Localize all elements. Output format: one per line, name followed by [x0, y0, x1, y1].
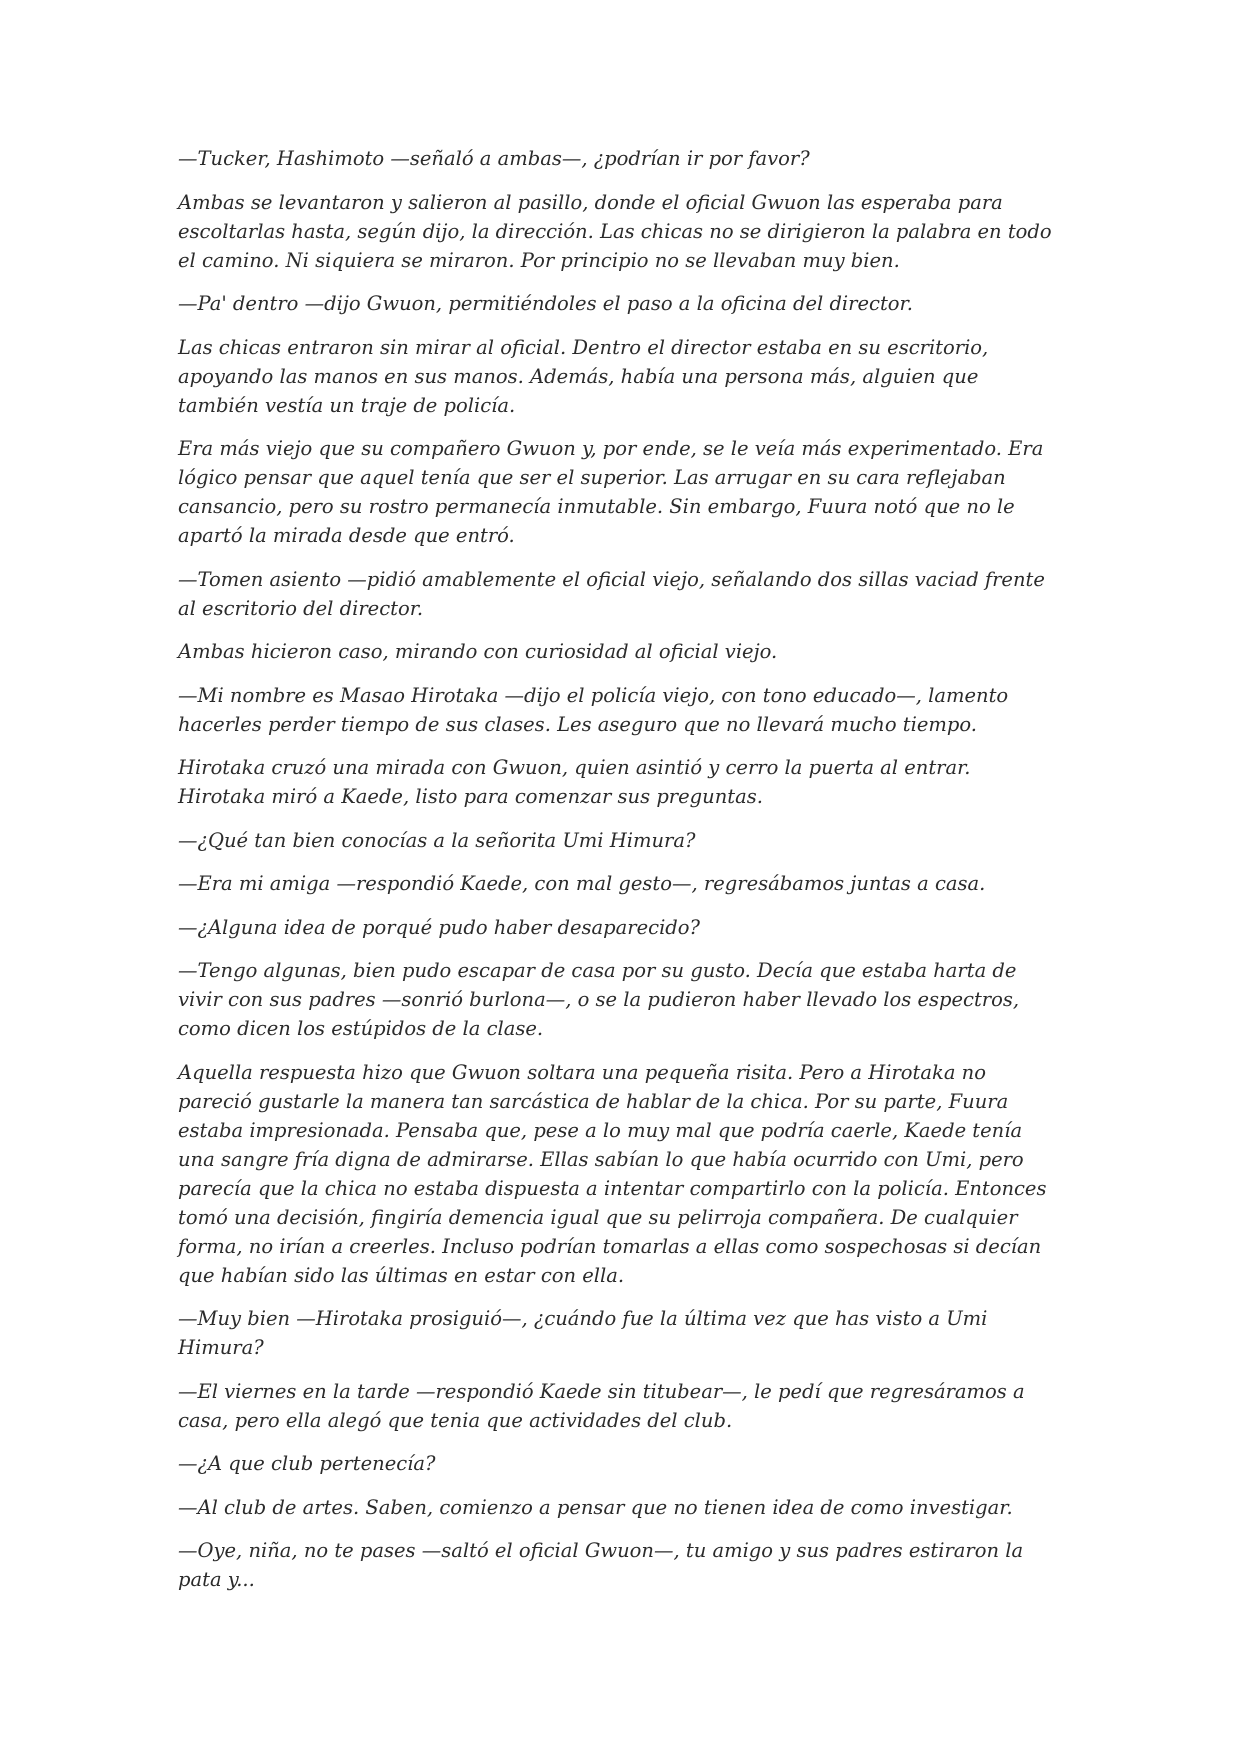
paragraph-4: Las chicas entraron sin mirar al oficial. Dentro el director estaba en su escritorio, apoyando las manos en sus manos. Además, había una persona más, alguien que también vestía un traje de policía. — [178, 335, 989, 417]
paragraph-3: —Pa' dentro —dijo Gwuon, permitiéndoles el paso a la oficina del director. — [178, 292, 913, 315]
paragraph-14: Aquella respuesta hizo que Gwuon soltara una pequeña risita. Pero a Hirotaka no pareció gustarle la manera tan sarcástica de hablar de la chica. Por su parte, Fuura estaba impresionada. Pensaba que, pese a lo muy mal que podría caerle, Kaede tenía una sangre fría digna de admirarse. Ellas sabían lo que había ocurrido con Umi, pero parecía que la chica no estaba dispuesta a intentar compartirlo con la policía. Entonces tomó una decisión, fingiría demencia igual que su pelirroja compañera. De cualquier forma, no irían a creerles. Incluso podrían tomarlas a ellas como sospechosas si decían que habían sido las últimas en estar con ella. — [178, 1060, 1047, 1287]
paragraph-5: Era más viejo que su compañero Gwuon y, por ende, se le veía más experimentado. Era lógico pensar que aquel tenía que ser el superior. Las arrugar en su cara reflejaban cansancio, pero su rostro permanecía inmutable. Sin embargo, Fuura notó que no le apartó la mirada desde que entró. — [178, 437, 1044, 547]
paragraph-6: —Tomen asiento —pidió amablemente el oficial viejo, señalando dos sillas vaciad frente al escritorio del director. — [178, 567, 1045, 620]
paragraph-17: —¿A que club pertenecía? — [178, 1452, 436, 1475]
paragraph-16: —El viernes en la tarde —respondió Kaede sin titubear—, le pedí que regresáramos a casa, pero ella alegó que tenia que actividades del club. — [178, 1379, 1025, 1432]
paragraph-8: —Mi nombre es Masao Hirotaka —dijo el policía viejo, con tono educado—, lamento hacerles perder tiempo de sus clases. Les aseguro que no llevará mucho tiempo. — [178, 683, 1009, 736]
paragraph-10: —¿Qué tan bien conocías a la señorita Umi Himura? — [178, 828, 696, 852]
paragraph-9: Hirotaka cruzó una mirada con Gwuon, quien asintió y cerro la puerta al entrar. Hirotaka miró a Kaede, listo para comenzar sus preguntas. — [178, 756, 971, 808]
paragraph-19: —Oye, niña, no te pases —saltó el oficial Gwuon—, tu amigo y sus padres estiraron la pata y... — [178, 1539, 1024, 1591]
paragraph-7: Ambas hicieron caso, mirando con curiosidad al oficial viejo. — [178, 640, 778, 663]
body-text — [178, 144, 1063, 1609]
paragraph-13: —Tengo algunas, bien pudo escapar de casa por su gusto. Decía que estaba harta de vivir con sus padres —sonrió burlona—, o se la pudieron haber llevado los espectros, como dicen los estúpidos de la clase. — [178, 959, 1020, 1040]
paragraph-12: —¿Alguna idea de porqué pudo haber desaparecido? — [178, 915, 700, 939]
paragraph-1: —Tucker, Hashimoto —señaló a ambas—, ¿podrían ir por favor? — [178, 147, 810, 170]
paragraph-2: Ambas se levantaron y salieron al pasillo, donde el oficial Gwuon las esperaba para escoltarlas hasta, según dijo, la dirección. Las chicas no se dirigieron la palabra en todo el camino. Ni siquiera se miraron. Por principio no se llevaban muy bien. — [178, 190, 1052, 272]
paragraph-18: —Al club de artes. Saben, comienzo a pensar que no tienen idea de como investigar. — [178, 1495, 1013, 1519]
paragraph-15: —Muy bien —Hirotaka prosiguió—, ¿cuándo fue la última vez que has visto a Umi Himura? — [178, 1307, 988, 1359]
paragraph-11: —Era mi amiga —respondió Kaede, con mal gesto—, regresábamos juntas a casa. — [178, 872, 986, 895]
